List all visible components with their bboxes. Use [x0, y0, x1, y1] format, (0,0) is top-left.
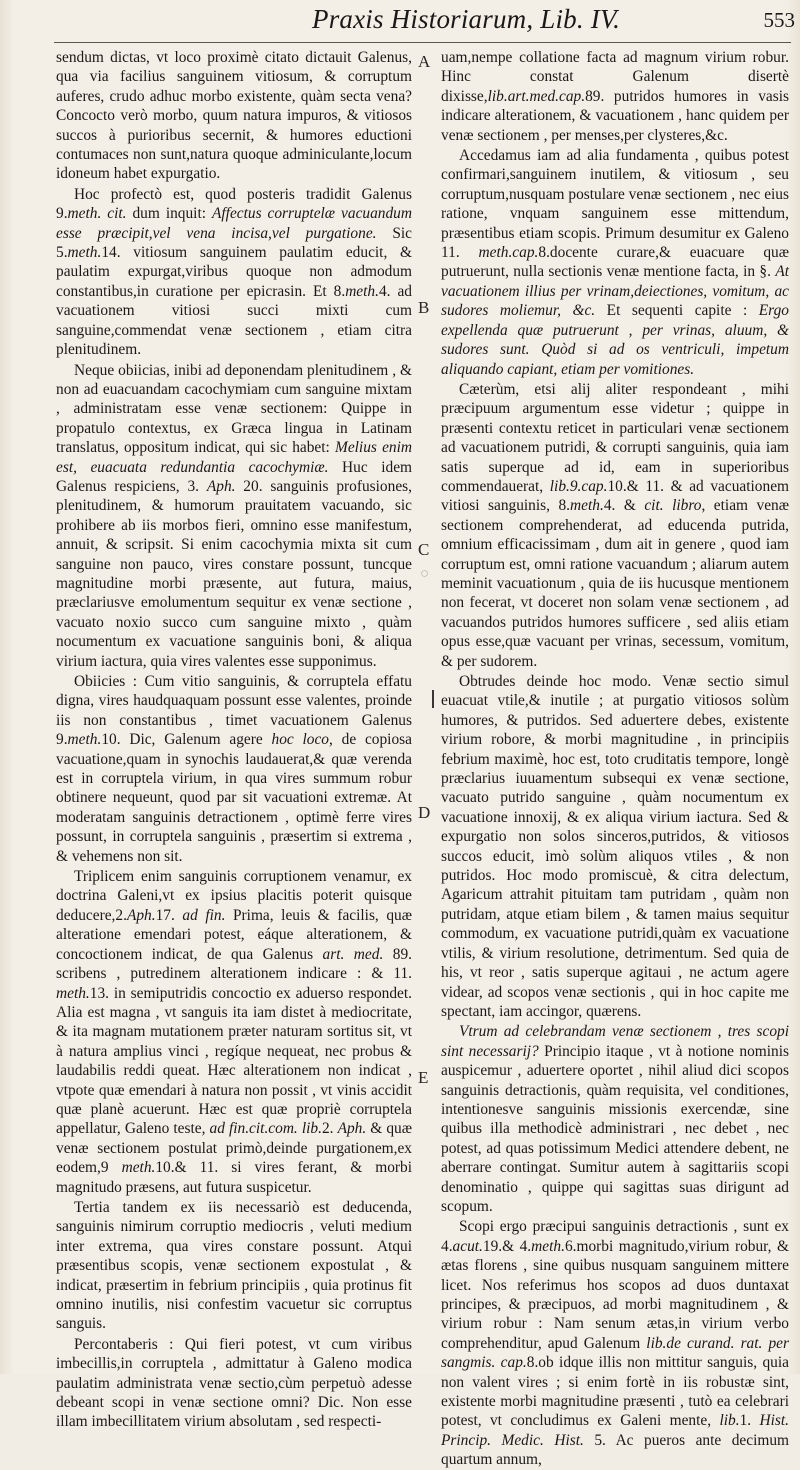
- text-run: Obtrudes deinde hoc modo. Venæ sectio simul euacuat vtile,& inutile ; at purgatio vitiosos solùm humores, & putridos. Sed aduertere debes, existente virium robore, & morbi magnitudine , in principiis febrium maximè, hoc est, toto cruditatis tempore, longè præclarius iuuamentum subsequi ex venæ sectione, vacuato putrido sanguine , quàm nocumentum ex vacuatione innoxij, & ex aliqua virium iactura. Sed & expurgatio non solos sinceros,putridos, & vitiosos succos educit, imò solùm aliquos vtiles , & non putridos. Hoc modo promiscuè, & citra delectum, Agaricum attrahit pituitam tam putridam , quàm non putridam, atque etiam bilem , & tamen maius sequitur commodum, ex vacuatione putridi,quàm ex vacuatione vtilis, & virium resolutione, detrimentum. Sed quia de his, vt reor , satis superque agitaui , ne actum agere videar, ad scopos venæ sectionis , qui in hoc capite me spectant, iam accingor, quærens.: [441, 673, 789, 1020]
- text-run: 10. Dic, Galenum agere: [101, 731, 272, 749]
- paragraph: [441, 1022, 789, 1216]
- gutter-mark: [432, 690, 434, 708]
- text-run: 5. Ac pueros ante decimum quartum annum,: [441, 1431, 789, 1469]
- italic-text-run: ad fin.cit.com. lib.: [209, 1120, 322, 1138]
- italic-text-run: meth.: [67, 731, 102, 749]
- left-text-column: [56, 48, 413, 1431]
- text-run: 10.& 11. si vires ferant, & morbi magnitudo præsens, aut futura suspicetur.: [56, 1159, 412, 1196]
- italic-text-run: Aph.: [126, 906, 156, 924]
- text-run: 89. putridos humores in vasis indicare alterationem, & vacuationem , hanc quidem per venæ sectionem , per menses,per clysteres,&c.: [441, 87, 789, 144]
- margin-marker-c: C: [418, 540, 430, 559]
- italic-text-run: meth.: [121, 1159, 156, 1177]
- text-run: 13. in semiputridis concoctio ex aduerso respondet. Alia est magna , vt sanguis ita iam distet à mediocritate, & ita magnam mutationem præter naturam sortitus sit, vt à natura amplius vinci , regíque nequeat, nec probus & laudabilis reddi queat. Hæc alterationem non indicat , vtpote quæ emendari à natura non possit , vt vinis accidit quæ planè acuerunt. Hæc est quæ propriè corruptela appellatur, Galeno teste,: [56, 984, 412, 1138]
- italic-text-run: art. med.: [322, 945, 384, 963]
- text-run: sendum dictas, vt loco proximè citato dictauit Galenus, qua via facilius sanguinem vitiosum, & corruptum auferes, crudo adhuc morbo existente, quàm secta vena? Concocto verò morbo, quum natura impuros, & vitiosos succos à purioribus secernit, & humores eductioni contumaces non sunt,natura quoque adminiculante,locum idoneum habet expurgatio.: [56, 49, 412, 183]
- bleed-through-mark: ○: [420, 566, 430, 582]
- italic-text-run: Aph.: [206, 477, 236, 495]
- paragraph: [56, 48, 412, 184]
- text-run: 17.: [155, 906, 183, 924]
- text-run: 2.: [321, 1120, 338, 1138]
- paragraph: [56, 361, 412, 672]
- text-run: 89. scribens , putredinem alterationem indicare : & 11.: [56, 945, 412, 983]
- right-text-column: [441, 48, 790, 1469]
- italic-text-run: meth. cit.: [67, 205, 127, 223]
- text-run: 1.: [739, 1412, 760, 1430]
- text-run: 19.& 4.: [482, 1237, 532, 1255]
- margin-marker-a: A: [418, 52, 431, 71]
- text-run: Scopi ergo præcipui sanguinis detractionis , sunt ex 4.: [441, 1218, 789, 1255]
- text-run: Cæterùm, etsi alij aliter respondeant , mihi præcipuum argumentum esse videtur ; quippe in præsenti contextu reticet in particulari venæ sectionem ad vacuationem putridi, & corrupti sanguinis, quia iam satis superque ad id, eam in superioribus commendauerat,: [441, 380, 789, 495]
- text-run: Obiicies : Cum vitio sanguinis, & corruptela effatu digna, vires haudquaquam possunt esse valentes, proinde iis non constantibus , timet vacuationem Galenus 9.: [56, 673, 412, 749]
- text-run: , etiam venæ sectionem comprehenderat, ad educenda putrida, omnium efficacissimam , dum ait in genere , quod iam corruptum est, omni ratione vacuandum ; aliarum autem meminit vacuationum , quia de iis hucusque mentionem non fecerat, vt doceret non solam venæ sectionem , ad vacuandos putridos humores sufficere , sed aliis etiam opus esse,quæ vacuant per vrinas, secessum, vomitum, & per sudorem.: [441, 497, 789, 670]
- italic-text-run: meth.: [56, 984, 90, 1002]
- margin-marker-b: B: [418, 298, 430, 317]
- text-run: Neque obiicias, inibi ad deponendam plenitudinem , & non ad euacuandam cacochymiam cum sanguine mixtam , administratam esse venæ sectionem: Quippe in propatulo contextus, ex Græca lingua in Latinam translatus, oppositum indicat, qui sic habet:: [56, 361, 412, 457]
- italic-text-run: Hist. Princip. Medic. Hist.: [441, 1412, 790, 1449]
- paragraph: [441, 146, 789, 379]
- text-run: 14. vitiosum sanguinem paulatim educit, & paulatim expurgat,viribus quoque non admodum constantibus,in curatione per epicrasin. Et 8.: [56, 244, 412, 300]
- italic-text-run: acut.: [452, 1237, 483, 1255]
- text-run: Principio itaque , vt à notione nominis auspicemur , aduertere oportet , nihil aliud dici scopos sanguinis detractionis, quàm requisita, vel conditiones, intentionesve sanguinis missionis exercendæ, sine quibus illa methodicè administrari , nec debet , nec potest, ad quas potissimum Medici attendere debent, ne aberrare contingat. Sumitur autem à sagittariis scopi denominatio , quippe qui sagittas suas dirigunt ad scopum.: [441, 1042, 790, 1215]
- paragraph: [56, 185, 412, 360]
- page-number: 553: [763, 8, 795, 32]
- italic-text-run: lib.art.med.cap.: [487, 87, 586, 105]
- paragraph: [441, 380, 789, 671]
- text-run: , de copiosa vacuatione,quam in synochis laudauerat,& quæ verenda est in corruptela virium, in qua vires summum robur obtinere nequeunt, quod par sit vacuationi extremæ. At moderatam sanguinis detractionem , optimè ferre vires possunt, in corruptela sanguinis , præsertim si extrema , & vehemens non sit.: [56, 731, 412, 865]
- italic-text-run: Melius enim est, euacuata redundantia cacochymiæ.: [56, 439, 412, 476]
- page-header: [50, 2, 795, 42]
- italic-text-run: cit. libro: [644, 497, 702, 515]
- italic-text-run: meth.: [345, 282, 379, 300]
- italic-text-run: hoc loco: [271, 731, 330, 749]
- text-run: uam,nempe collatione facta ad magnum virium robur. Hinc constat Galenum disertè dixisse,: [441, 49, 789, 105]
- running-title: Praxis Historiarum, Lib. IV.: [312, 4, 621, 34]
- text-run: Triplicem enim sanguinis corruptionem venamur, ex doctrina Galeni,vt ex ipsius placitis poterit quisque deducere,2.: [56, 868, 412, 924]
- paragraph: [56, 672, 412, 866]
- text-run: 20. sanguinis profusiones, plenitudinem, & humorum prauitatem vacuando, sic prohibere ab iis morbos fieri, omnino esse manifestum, annuit, & scripsit. Si enim cacochymia mixta sit cum sanguine non pauco, vires constare possunt, tuncque magnitudine morbi præsente, aut futura, maius, præclariusve emolumentum sequitur ex venæ sectione , vacuato noxio succo cum sanguine mixto , quàm nocumentum ex vacuatione sanguinis boni, & aliqua virium iactura, quia vires valentes esse supponimus.: [56, 477, 412, 670]
- text-run: Sic 5.: [56, 224, 413, 262]
- italic-text-run: ad fin.: [182, 906, 226, 924]
- paragraph: [441, 48, 789, 145]
- paragraph: [441, 1217, 789, 1469]
- text-run: 8.docente curare,& euacuare quæ putruerunt, nulla sectionis venæ mentione facta, in §.: [441, 244, 789, 281]
- text-run: 6.morbi magnitudo,virium robur, & ætas florens , sine quibus nusquam sanguinem mittere licet. Nos referimus hos scopos ad duos duntaxat principes, & præcipuos, ad morbi magnitudinem , & virium robur : Nam senum ætas,in virium verbo comprehenditur, apud Galenum: [441, 1237, 790, 1352]
- italic-text-run: lib.: [719, 1412, 740, 1430]
- header-rule: [54, 42, 791, 43]
- italic-text-run: meth.cap.: [478, 244, 539, 262]
- italic-text-run: Ergo expellenda quæ putruerunt , per vrinas, aluum, & sudores sunt. Quòd si ad os ventriculi, impetum aliquando capiant, etiam per vomitiones.: [441, 302, 789, 378]
- italic-text-run: meth.: [570, 497, 604, 515]
- text-run: & quæ venæ sectionem postulat primò,deinde purgationem,ex eodem,9: [56, 1120, 412, 1177]
- margin-marker-e: E: [418, 1068, 429, 1087]
- italic-text-run: meth.: [67, 244, 102, 262]
- italic-text-run: Affectus corruptelæ vacuandum esse præcipit,vel vena incisa,vel purgatione.: [56, 205, 412, 242]
- italic-text-run: lib.de curand. rat. per sangmis. cap.: [441, 1334, 789, 1372]
- text-run: 8.ob idque illis non mittitur sanguis, quia non valent vires ; si enim fortè in iis robustæ sint, existente morbi magnitudine præsenti , tutò ea celebrari potest, vt concludimus ex Galeni mente,: [441, 1354, 789, 1430]
- italic-text-run: meth.: [531, 1237, 565, 1255]
- text-run: Percontaberis : Qui fieri potest, vt cum viribus imbecillis,in corruptela , admittatur à Galeno modica paulatim administrata venæ sectio,cùm perpetuò adesse debeant scopi in venæ sectione omni? Dic. Non esse illam imbecillitatem virium absolutam , sed respecti-: [56, 1335, 412, 1431]
- italic-text-run: lib.9.cap.: [549, 477, 608, 495]
- italic-text-run: At vacuationem illius per vrinam,deiectiones, vomitum, ac sudores moliemur, &c.: [441, 263, 789, 320]
- text-run: 10.& 11. & ad vacuationem vitiosi sanguinis, 8.: [441, 477, 789, 515]
- paragraph: [441, 672, 789, 1021]
- italic-text-run: Vtrum ad celebrandam venæ sectionem , tres scopi sint necessarij?: [441, 1023, 789, 1060]
- margin-marker-d: D: [418, 803, 431, 822]
- text-run: Prima, leuis & facilis, quæ alteratione emendari potest, eáque alterationem, & concoctionem indicat, de qua Galenus: [56, 906, 412, 963]
- text-run: dum inquit:: [126, 205, 212, 223]
- italic-text-run: Aph.: [337, 1120, 367, 1138]
- text-run: Huc idem Galenus respiciens, 3.: [56, 458, 412, 495]
- text-run: Et sequenti capite :: [595, 302, 759, 320]
- text-run: Tertia tandem ex iis necessariò est deducenda, sanguinis nimirum corruptio mediocris , veluti medium inter extrema, qua vires constare possunt. Atqui præsentibus scopis, venæ sectionem expostulat , & indicat, præsertim in febrium principiis , quia protinus fit omnino inutilis, nisi confestim vacuetur sic corruptus sanguis.: [56, 1198, 412, 1333]
- paragraph: [56, 1198, 412, 1334]
- text-run: 4. &: [603, 497, 645, 515]
- text-run: 4. ad vacuationem vitiosi succi mixti cum sanguine,commendat venæ sectionem , etiam citra plenitudinem.: [56, 282, 413, 359]
- text-run: Hoc profectò est, quod posteris tradidit Galenus 9.: [56, 185, 412, 223]
- text-run: Accedamus iam ad alia fundamenta , quibus potest confirmari,sanguinem inutilem, & vitiosum , seu corruptum,nusquam postulare venæ sectionem , nec eius ratione, vnquam sanguinem esse mittendum, præsentibus etiam scopis. Primum desumitur ex Galeno 11.: [441, 147, 789, 262]
- paragraph: [56, 1335, 412, 1432]
- paragraph: [56, 867, 412, 1197]
